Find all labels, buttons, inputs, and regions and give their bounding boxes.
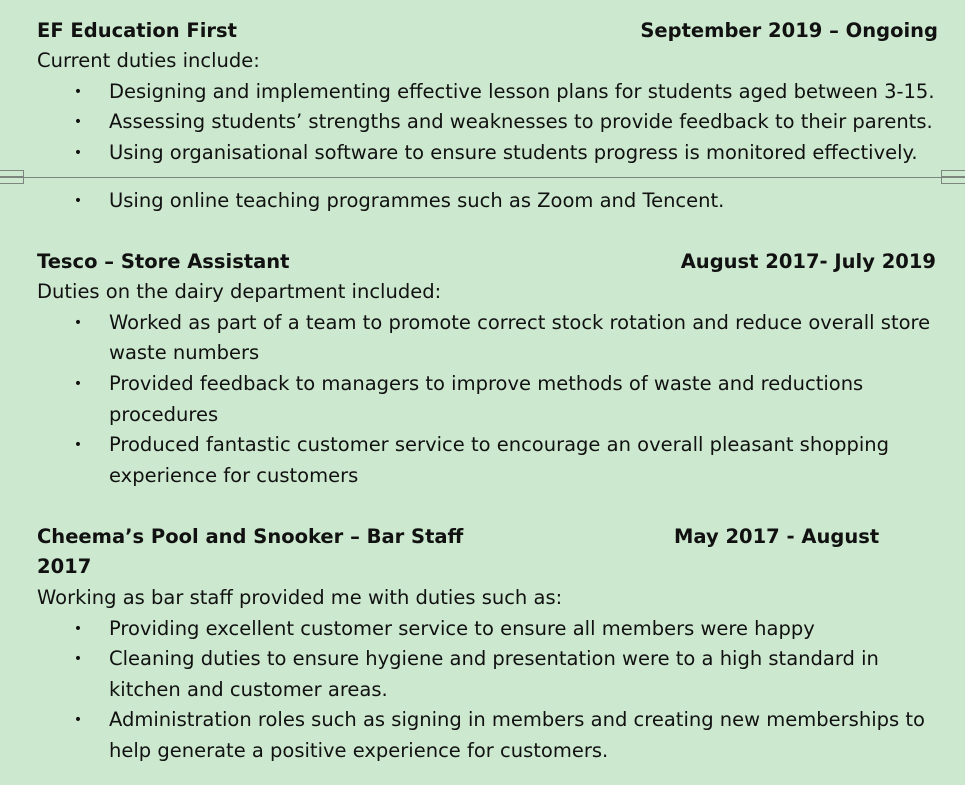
job-title-cheemas: Cheema’s Pool and Snooker – Bar Staff	[37, 525, 464, 548]
bullet-icon: •	[73, 651, 83, 667]
duty-item-continued: experience for customers	[109, 464, 359, 487]
duty-item: Produced fantastic customer service to encourage an overall pleasant shopping	[109, 433, 890, 456]
duty-item: Provided feedback to managers to improve methods of waste and reductions	[109, 372, 864, 395]
duty-item-continued: kitchen and customer areas.	[109, 678, 388, 701]
duty-item: Using online teaching programmes such as Zoom and Tencent.	[109, 189, 725, 212]
page-break-right-marker-icon	[941, 170, 965, 184]
job-intro-tesco: Duties on the dairy department included:	[37, 280, 442, 303]
duty-item: Providing excellent customer service to ensure all members were happy	[109, 617, 815, 640]
duty-item: Using organisational software to ensure students progress is monitored effectively.	[109, 141, 918, 164]
job-title-ef: EF Education First	[37, 19, 237, 42]
bullet-icon: •	[73, 621, 83, 637]
bullet-icon: •	[73, 145, 83, 161]
page-break-left-marker-icon	[0, 170, 24, 184]
job-dates-cheemas-continued: 2017	[37, 555, 92, 578]
bullet-icon: •	[73, 712, 83, 728]
duty-item-continued: help generate a positive experience for customers.	[109, 739, 609, 762]
duty-item: Worked as part of a team to promote correct stock rotation and reduce overall store	[109, 311, 931, 334]
duty-item: Administration roles such as signing in members and creating new memberships to	[109, 708, 925, 731]
duty-item: Designing and implementing effective lesson plans for students aged between 3-15.	[109, 80, 935, 103]
job-intro-ef: Current duties include:	[37, 49, 260, 72]
bullet-icon: •	[73, 315, 83, 331]
job-dates-cheemas: May 2017 - August	[674, 525, 880, 548]
bullet-icon: •	[73, 376, 83, 392]
bullet-icon: •	[73, 437, 83, 453]
bullet-icon: •	[73, 193, 83, 209]
bullet-icon: •	[73, 114, 83, 130]
duty-item: Assessing students’ strengths and weaknesses to provide feedback to their parents.	[109, 110, 933, 133]
page-break-divider	[0, 177, 965, 180]
job-intro-cheemas: Working as bar staff provided me with duties such as:	[37, 586, 563, 609]
job-dates-ef: September 2019 – Ongoing	[640, 19, 938, 42]
duty-item-continued: procedures	[109, 403, 219, 426]
duty-item-continued: waste numbers	[109, 341, 260, 364]
bullet-icon: •	[73, 84, 83, 100]
job-dates-tesco: August 2017- July 2019	[680, 250, 936, 273]
duty-item: Cleaning duties to ensure hygiene and presentation were to a high standard in	[109, 647, 879, 670]
job-title-tesco: Tesco – Store Assistant	[37, 250, 290, 273]
